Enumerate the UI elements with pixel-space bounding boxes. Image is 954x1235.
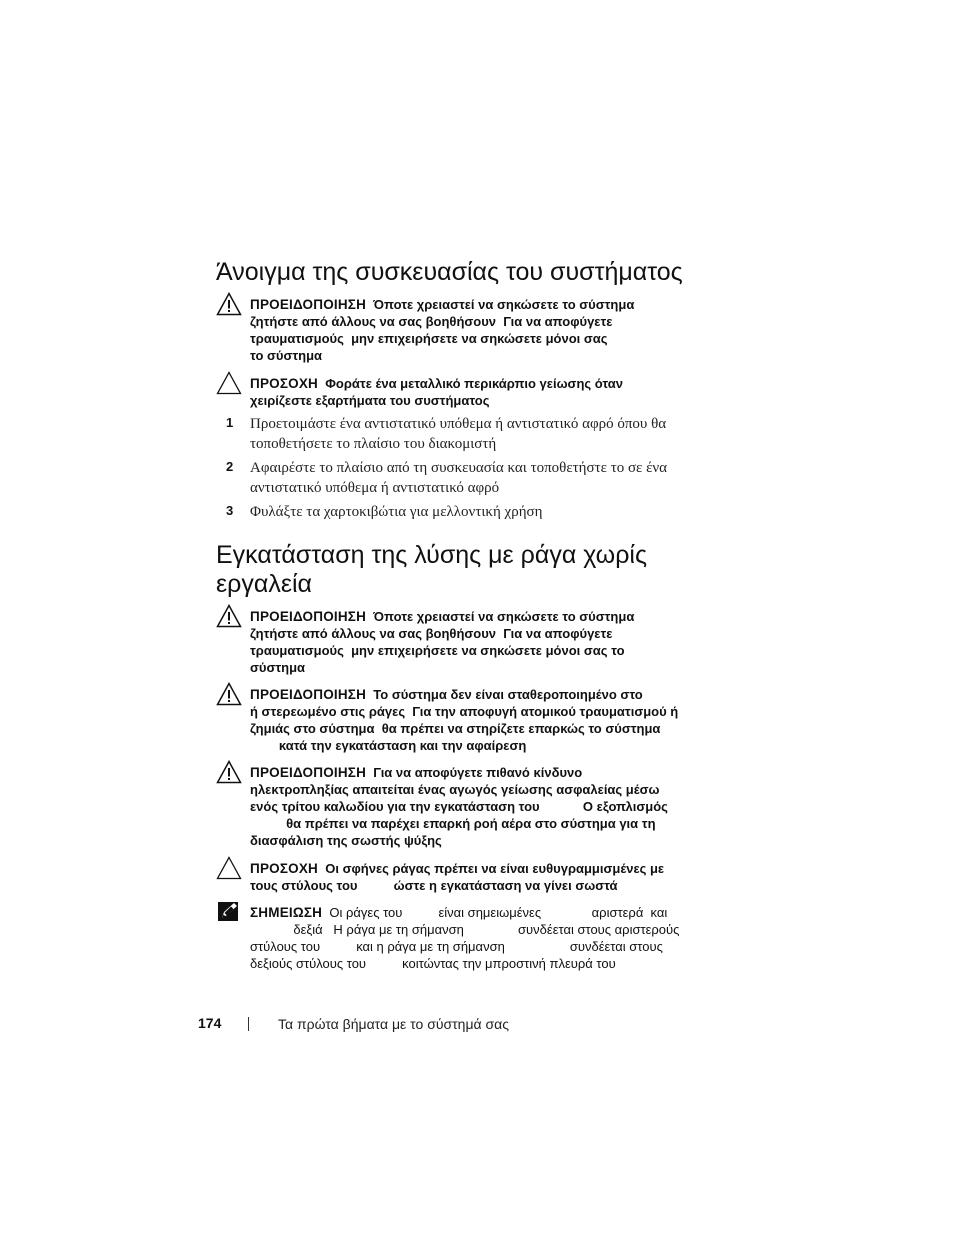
notice-line: τους στύλους του ώστε η εγκατάσταση να γίνει σωστά: [250, 878, 618, 893]
notice-line: ηλεκτροπληξίας απαιτείται ένας αγωγός γείωσης ασφαλείας μέσω: [250, 782, 660, 797]
warning-label: ΠΡΟΕΙΔΟΠΟΙΗΣΗ: [250, 687, 367, 702]
warning-label: ΠΡΟΕΙΔΟΠΟΙΗΣΗ: [250, 297, 367, 312]
footer-chapter-title: Τα πρώτα βήματα με το σύστημά σας: [278, 1016, 509, 1032]
notice-line: ζημιάς στο σύστημα θα πρέπει να στηρίζετε επαρκώς το σύστημα: [250, 721, 661, 736]
notice-line: ενός τρίτου καλωδίου για την εγκατάσταση του Ο εξοπλισμός: [250, 799, 668, 814]
notice-line: το σύστημα: [250, 348, 323, 363]
caution-label: ΠΡΟΣΟΧΗ: [250, 861, 319, 876]
notice-line: [250, 764, 582, 781]
note-label: ΣΗΜΕΙΩΣΗ: [250, 905, 323, 920]
step-text: αντιστατικό υπόθεμα ή αντιστατικό αφρό: [250, 480, 500, 496]
step-number: 2: [226, 459, 234, 474]
step-text: Αφαιρέστε το πλαίσιο από τη συσκευασία και τοποθετήστε το σε ένα: [250, 460, 668, 476]
notice-line: τραυματισμούς μην επιχειρήσετε να σηκώσετε μόνοι σας: [250, 331, 608, 346]
notice-line: [250, 904, 667, 921]
step-number: 3: [226, 503, 234, 518]
caution-icon: [216, 856, 242, 880]
notice-line: δεξιούς στύλους του κοιτώντας την μπροστινή πλευρά του: [250, 956, 616, 971]
note-pencil-icon: [216, 900, 242, 924]
notice-text: Για να αποφύγετε πιθανό κίνδυνο: [373, 765, 583, 780]
warning-label: ΠΡΟΕΙΔΟΠΟΙΗΣΗ: [250, 765, 367, 780]
step-text: τοποθετήσετε το πλαίσιο του διακομιστή: [250, 436, 497, 452]
notice-line: θα πρέπει να παρέχει επαρκή ροή αέρα στο σύστημα για τη: [250, 816, 656, 831]
notice-line: [250, 608, 634, 625]
notice-line: [250, 375, 623, 392]
notice-line: [250, 686, 643, 703]
notice-text: Το σύστημα δεν είναι σταθεροποιημένο στο: [373, 687, 643, 702]
notice-text: Οι ράγες του είναι σημειωμένες αριστερά και: [329, 905, 668, 920]
step-text: Προετοιμάστε ένα αντιστατικό υπόθεμα ή αντιστατικό αφρό όπου θα: [250, 416, 667, 432]
notice-line: δεξιά Η ράγα με τη σήμανση συνδέεται στους αριστερούς: [250, 922, 680, 937]
notice-text: Φοράτε ένα μεταλλικό περικάρπιο γείωσης όταν: [325, 376, 623, 391]
section-title-unpacking: Άνοιγμα της συσκευασίας του συστήματος: [216, 258, 683, 286]
notice-text: Όποτε χρειαστεί να σηκώσετε το σύστημα: [373, 609, 635, 624]
notice-line: σύστημα: [250, 660, 306, 675]
footer-divider: [248, 1017, 249, 1031]
notice-text: Όποτε χρειαστεί να σηκώσετε το σύστημα: [373, 297, 635, 312]
notice-line: κατά την εγκατάσταση και την αφαίρεση: [250, 738, 527, 753]
notice-line: [250, 296, 634, 313]
section-title-rail-install-line1: Εγκατάσταση της λύσης με ράγα χωρίς: [216, 541, 648, 569]
notice-line: ζητήστε από άλλους να σας βοηθήσουν Για να αποφύγετε: [250, 626, 613, 641]
warning-icon: [216, 682, 242, 706]
notice-line: ζητήστε από άλλους να σας βοηθήσουν Για να αποφύγετε: [250, 314, 613, 329]
notice-line: [250, 860, 664, 877]
warning-label: ΠΡΟΕΙΔΟΠΟΙΗΣΗ: [250, 609, 367, 624]
notice-line: τραυματισμούς μην επιχειρήσετε να σηκώσετε μόνοι σας το: [250, 643, 625, 658]
warning-icon: [216, 292, 242, 316]
section-title-rail-install-line2: εργαλεία: [216, 570, 312, 598]
notice-line: χειρίζεστε εξαρτήματα του συστήματος: [250, 393, 490, 408]
notice-line: στύλους του και η ράγα με τη σήμανση συνδέεται στους: [250, 939, 663, 954]
caution-icon: [216, 371, 242, 395]
notice-text: Οι σφήνες ράγας πρέπει να είναι ευθυγραμμισμένες με: [325, 861, 665, 876]
page-number: 174: [198, 1015, 222, 1031]
warning-icon: [216, 760, 242, 784]
warning-icon: [216, 604, 242, 628]
step-text: Φυλάξτε τα χαρτοκιβώτια για μελλοντική χρήση: [250, 504, 543, 520]
notice-line: διασφάλιση της σωστής ψύξης: [250, 833, 442, 848]
caution-label: ΠΡΟΣΟΧΗ: [250, 376, 319, 391]
step-number: 1: [226, 415, 234, 430]
notice-line: ή στερεωμένο στις ράγες Για την αποφυγή ατομικού τραυματισμού ή: [250, 704, 679, 719]
